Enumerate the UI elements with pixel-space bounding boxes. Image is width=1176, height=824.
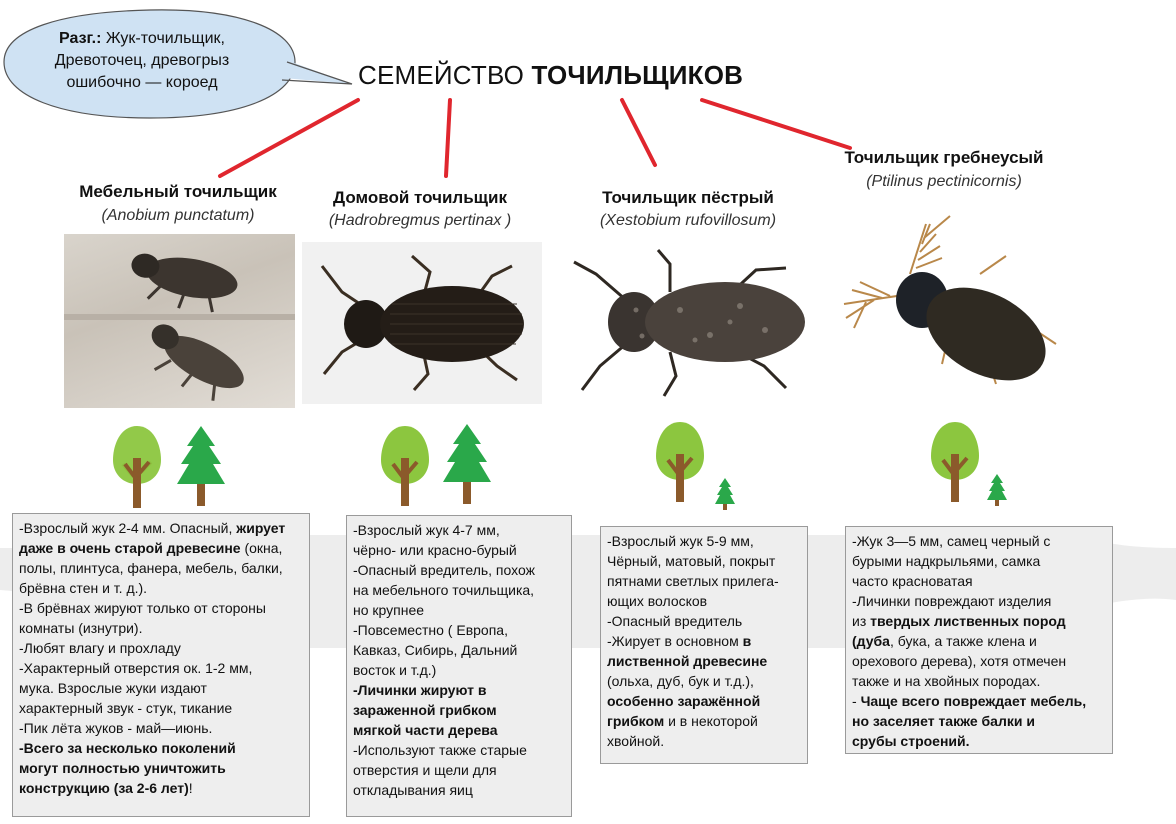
bubble-line-1: Жук-точильщик, xyxy=(101,30,225,47)
tree-pair-4 xyxy=(931,422,1007,506)
species-name-1: Мебельный точильщик xyxy=(79,182,277,201)
info-line: пятнами светлых прилега- xyxy=(607,573,779,589)
conifer-tree-icon xyxy=(443,424,491,504)
info-line: (ольха, дуб, бук и т.д.), xyxy=(607,673,754,689)
connector-line xyxy=(702,100,850,148)
info-line: комнаты (изнутри). xyxy=(19,620,143,636)
info-line-bold: зараженной грибком xyxy=(353,702,497,718)
info-line: брёвна стен и т. д.). xyxy=(19,580,148,596)
info-line: -В брёвнах жируют только от стороны xyxy=(19,600,266,616)
info-line: но крупнее xyxy=(353,602,425,618)
info-line: и в некоторой xyxy=(664,713,758,729)
tree-pair-2 xyxy=(381,424,491,506)
info-line: отверстия и щели для xyxy=(353,762,497,778)
info-line-bold: но заселяет также балки и xyxy=(852,713,1035,729)
deciduous-tree-icon xyxy=(931,422,979,502)
tree-pair-1 xyxy=(113,426,225,508)
info-box-4 xyxy=(845,526,1113,754)
deciduous-tree-icon xyxy=(113,426,161,508)
info-line: из xyxy=(852,613,871,629)
info-line-bold: мягкой части дерева xyxy=(353,722,498,738)
species-latin-3: (Xestobium rufovillosum) xyxy=(599,212,777,229)
beetle-illustration xyxy=(560,240,810,406)
info-line-bold: в xyxy=(742,633,752,649)
info-line-bold: грибком xyxy=(607,713,665,729)
info-line: бурыми надкрыльями, самка xyxy=(852,553,1041,569)
species-latin-1: (Anobium punctatum) xyxy=(101,207,255,224)
info-line: - xyxy=(852,693,861,709)
conifer-tree-icon xyxy=(177,426,225,506)
info-line: характерный звук - стук, тикание xyxy=(19,700,233,716)
info-line: откладывания яиц xyxy=(353,782,473,798)
connector-lines xyxy=(220,100,850,176)
info-line: , бука, а также клена и xyxy=(889,633,1037,649)
info-line-bold: жирует xyxy=(236,520,286,536)
info-line: часто красноватая xyxy=(852,573,973,589)
beetle-illustration xyxy=(302,242,542,404)
info-line: Кавказ, Сибирь, Дальний xyxy=(353,642,518,658)
deciduous-tree-icon xyxy=(656,422,704,502)
info-line: -Повсеместно ( Европа, xyxy=(353,622,508,638)
info-line: чёрно- или красно-бурый xyxy=(353,542,517,558)
info-line: орехового дерева), хотя отмечен xyxy=(852,653,1067,669)
info-line: -Пик лёта жуков - май—июнь. xyxy=(19,720,213,736)
info-line: хвойной. xyxy=(607,733,665,749)
info-box-2 xyxy=(346,515,572,817)
info-line: полы, плинтуса, фанера, мебель, балки, xyxy=(19,560,283,576)
species-name-4: Точильщик гребнеусый xyxy=(844,148,1044,167)
deciduous-tree-icon xyxy=(381,426,429,506)
info-line-bold: могут полностью уничтожить xyxy=(19,760,226,776)
info-line: мука. Взрослые жуки издают xyxy=(19,680,207,696)
info-line: восток и т.д.) xyxy=(353,662,437,678)
info-line-bold: лиственной древесине xyxy=(607,653,768,669)
info-line: -Личинки повреждают изделия xyxy=(852,593,1052,609)
info-line: ! xyxy=(188,780,193,796)
info-line-bold: -Личинки жируют в xyxy=(353,682,487,698)
info-line-bold: (дуба xyxy=(852,633,890,649)
info-line-bold: срубы строений. xyxy=(852,733,970,749)
beetle-photo-2 xyxy=(302,242,542,404)
info-line: Чёрный, матовый, покрыт xyxy=(607,553,776,569)
info-line-bold: Чаще всего повреждает мебель, xyxy=(860,693,1087,709)
species-name-2: Домовой точильщик xyxy=(333,188,507,207)
info-line: -Жирует в основном xyxy=(607,633,743,649)
info-box-1 xyxy=(12,513,310,817)
info-line: -Взрослый жук 5-9 мм, xyxy=(607,533,754,549)
connector-line xyxy=(220,100,358,176)
info-line: -Взрослый жук 4-7 мм, xyxy=(353,522,500,538)
info-line-bold: даже в очень старой древесине xyxy=(19,540,241,556)
bubble-text xyxy=(22,28,262,94)
bubble-line-3: ошибочно — короед xyxy=(66,74,218,91)
connector-line xyxy=(622,100,655,165)
info-line: ющих волосков xyxy=(607,593,708,609)
title-bold: ТОЧИЛЬЩИКОВ xyxy=(531,60,744,90)
conifer-tree-small-icon xyxy=(987,474,1007,506)
species-latin-4: (Ptilinus pectinicornis) xyxy=(866,173,1022,190)
info-line-bold: твердых лиственных пород xyxy=(870,613,1066,629)
beetle-photo-3 xyxy=(560,240,810,406)
beetle-photo-4 xyxy=(830,194,1060,410)
info-line: (окна, xyxy=(240,540,283,556)
info-line: -Характерный отверстия ок. 1-2 мм, xyxy=(19,660,253,676)
beetle-photo-1 xyxy=(64,234,295,408)
title-plain: СЕМЕЙСТВО xyxy=(358,60,532,90)
info-line: также и на хвойных породах. xyxy=(852,673,1041,689)
beetle-illustration xyxy=(64,234,295,408)
page-title xyxy=(358,60,743,91)
info-line-bold: особенно заражённой xyxy=(607,693,761,709)
info-line: -Любят влагу и прохладу xyxy=(19,640,181,656)
beetle-illustration xyxy=(830,194,1060,410)
tree-pair-3 xyxy=(656,422,735,510)
species-name-3: Точильщик пёстрый xyxy=(602,188,774,207)
info-line: -Опасный вредитель xyxy=(607,613,743,629)
info-line: -Используют также старые xyxy=(353,742,527,758)
info-line: -Жук 3—5 мм, самец черный с xyxy=(852,533,1051,549)
info-line: на мебельного точильщика, xyxy=(353,582,535,598)
info-line-bold: конструкцию (за 2-6 лет) xyxy=(19,780,189,796)
info-line: -Опасный вредитель, похож xyxy=(353,562,535,578)
info-box-3 xyxy=(600,526,808,764)
info-line: -Взрослый жук 2-4 мм. Опасный, xyxy=(19,520,237,536)
species-latin-2: (Hadrobregmus pertinax ) xyxy=(328,212,512,229)
info-line-bold: -Всего за несколько поколений xyxy=(19,740,236,756)
bubble-prefix: Разг.: xyxy=(59,30,102,47)
connector-line xyxy=(446,100,450,176)
bubble-line-2: Древоточец, древогрыз xyxy=(54,52,230,69)
conifer-tree-small-icon xyxy=(715,478,735,510)
